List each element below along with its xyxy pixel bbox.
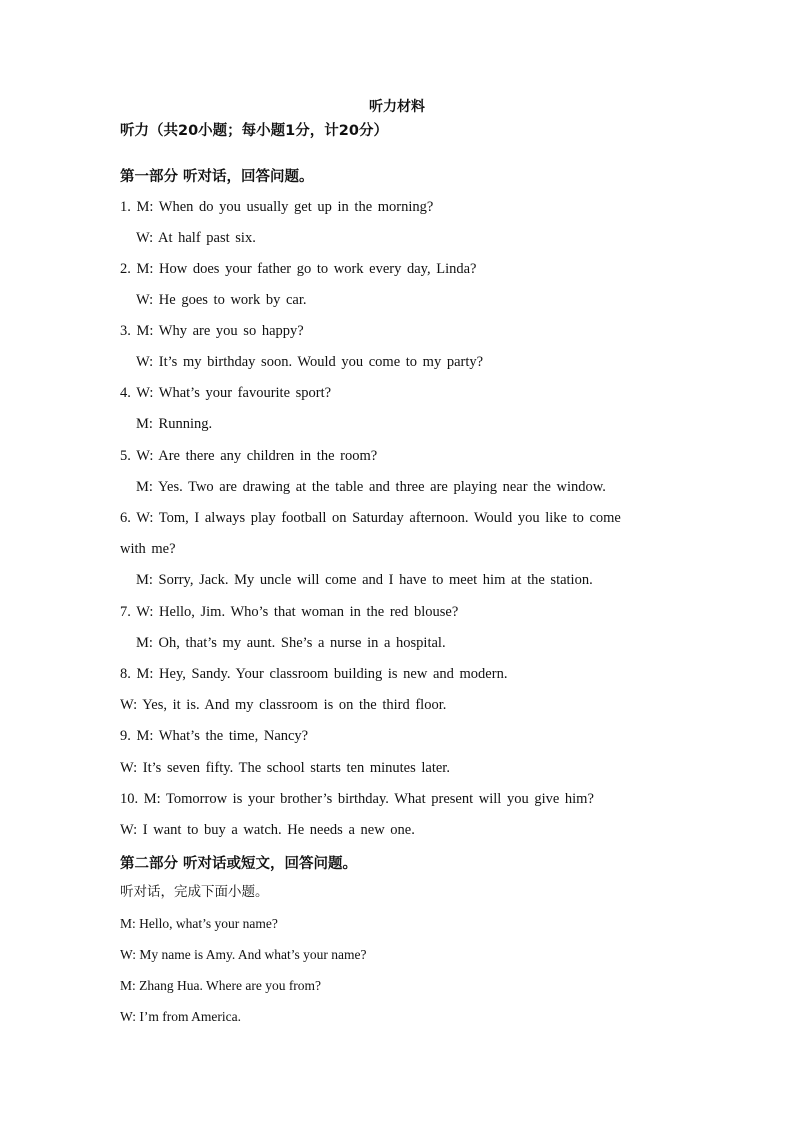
- dialogue-line: W: I’m from America.: [120, 1009, 241, 1024]
- dialogue-line: 3. M: Why are you so happy?: [120, 323, 304, 339]
- dialogue-line: W: He goes to work by car.: [136, 292, 307, 308]
- dialogue-line: 8. M: Hey, Sandy. Your classroom building is new and modern.: [120, 666, 508, 682]
- dialogue-line: 7. W: Hello, Jim. Who’s that woman in the red blouse?: [120, 604, 459, 620]
- dialogue-line: M: Running.: [136, 416, 213, 432]
- dialogue-line: W: Yes, it is. And my classroom is on the third floor.: [120, 697, 447, 713]
- dialogue-line: 10. M: Tomorrow is your brother’s birthday. What present will you give him?: [120, 791, 594, 807]
- dialogue-line: W: At half past six.: [136, 230, 256, 246]
- part1-heading: 第一部分 听对话，回答问题。: [120, 169, 314, 185]
- dialogue-line: W: It’s my birthday soon. Would you come to my party?: [136, 354, 484, 370]
- dialogue-line: 5. W: Are there any children in the room?: [120, 448, 378, 464]
- dialogue-line: 4. W: What’s your favourite sport?: [120, 385, 332, 401]
- dialogue-line: 9. M: What’s the time, Nancy?: [120, 728, 309, 744]
- dialogue-line: 2. M: How does your father go to work every day, Linda?: [120, 261, 477, 277]
- dialogue-line: with me?: [120, 541, 176, 557]
- part2-intro: 听对话，完成下面小题。: [120, 884, 269, 900]
- dialogue-line: M: Sorry, Jack. My uncle will come and I have to meet him at the station.: [136, 572, 593, 588]
- dialogue-line: W: I want to buy a watch. He needs a new one.: [120, 822, 415, 838]
- section-header: 听力（共20小题；每小题1分，计20分）: [120, 123, 388, 139]
- dialogue-line: 6. W: Tom, I always play football on Saturday afternoon. Would you like to come: [120, 510, 621, 526]
- dialogue-line: W: My name is Amy. And what’s your name?: [120, 947, 367, 962]
- dialogue-line: M: Yes. Two are drawing at the table and three are playing near the window.: [136, 479, 606, 495]
- dialogue-line: M: Zhang Hua. Where are you from?: [120, 978, 322, 993]
- document-title: 听力材料: [369, 99, 425, 115]
- dialogue-line: M: Hello, what’s your name?: [120, 916, 278, 931]
- part2-heading: 第二部分 听对话或短文，回答问题。: [120, 856, 358, 872]
- dialogue-line: W: It’s seven fifty. The school starts ten minutes later.: [120, 760, 450, 776]
- dialogue-line: 1. M: When do you usually get up in the morning?: [120, 199, 434, 215]
- dialogue-line: M: Oh, that’s my aunt. She’s a nurse in a hospital.: [136, 635, 446, 651]
